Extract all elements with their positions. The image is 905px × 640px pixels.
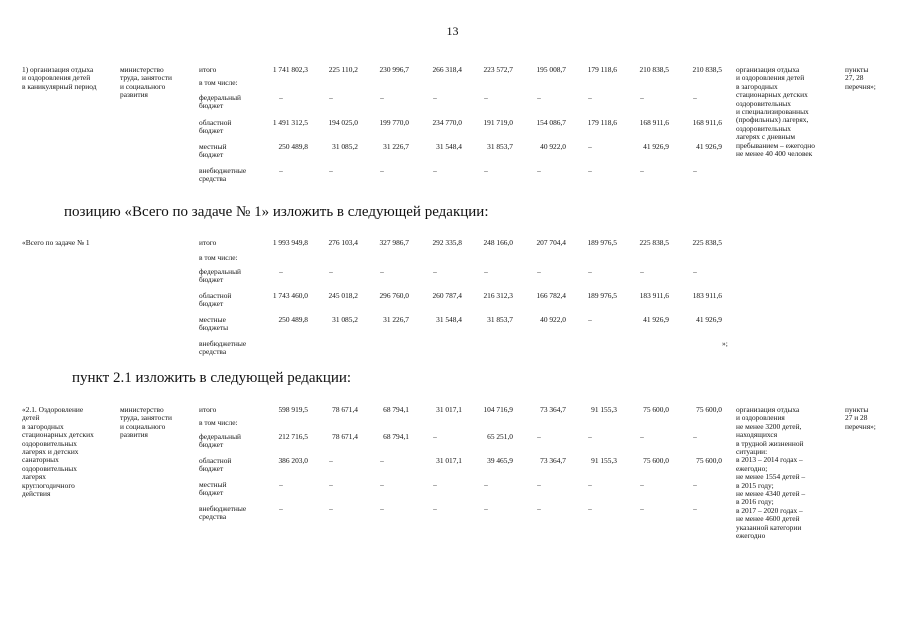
row-label: итого [199,405,217,414]
table-cell: – [484,504,488,513]
table-cell: 75 600,0 [643,405,669,414]
table-cell: 73 364,7 [540,405,566,414]
result-text: ситуации: [736,447,768,456]
table-cell: 179 118,6 [587,118,617,127]
points-ref: 27 и 28 [845,413,868,423]
result-text: стационарных детских [736,90,808,100]
executor-name: и социального [120,421,166,431]
task-name: «Всего по задаче № 1 [22,238,90,247]
table-cell: – [537,93,541,102]
table-cell: 31 226,7 [383,315,409,324]
table-cell: – [537,267,541,276]
table-cell: 104 716,9 [483,405,513,414]
table-cell: 195 008,7 [536,65,566,74]
row-label: федеральный [199,93,241,102]
table-cell: 75 600,0 [696,456,722,465]
result-text: организация отдыха [736,65,800,74]
table-cell: – [433,432,437,441]
table-cell: 166 782,4 [536,291,566,300]
table-cell: 1 993 949,8 [272,238,308,247]
table-cell: 31 226,7 [383,142,409,151]
row-label: областной [199,118,232,127]
heading-total-task-1: позицию «Всего по задаче № 1» изложить в следующей редакции: [64,204,489,220]
table-cell: 68 794,1 [383,405,409,414]
table-cell: 41 926,9 [643,142,669,151]
table-cell: – [484,166,488,175]
table-cell: – [484,267,488,276]
row-label: внебюджетные [199,166,247,175]
table-cell: – [640,504,644,513]
table-cell: 168 911,6 [692,118,722,127]
row-label: местные [199,315,226,324]
table-cell: – [640,480,644,489]
table-cell: 266 318,4 [432,65,462,74]
table-cell: 189 976,5 [587,238,617,247]
table-cell: 1 741 802,3 [272,65,308,74]
task-name: санаторных [22,455,59,465]
row-label: местный [199,142,227,151]
table-cell: – [693,480,697,489]
row-label: внебюджетные [199,504,247,513]
table-cell: – [640,93,644,102]
table-cell: 183 911,6 [639,291,669,300]
task-name: 1) организация отдыха [22,65,94,74]
table-cell: – [484,480,488,489]
row-label: средства [199,347,227,357]
row-label: в том числе: [199,78,238,87]
table-cell: – [588,267,592,276]
table-cell: – [329,166,333,175]
table-cell: 225 838,5 [692,238,722,247]
row-label: средства [199,512,227,522]
result-text: и оздоровления детей [736,73,805,83]
table-cell: – [640,166,644,175]
table-cell: 250 489,8 [278,142,308,151]
table-cell: 75 600,0 [696,405,722,414]
table-cell: – [484,93,488,102]
row-label: бюджет [199,440,224,450]
table-cell: 260 787,4 [432,291,462,300]
task-name: лагерях [22,472,46,482]
table-cell: – [329,504,333,513]
task-name: оздоровительных [22,463,77,473]
table-cell: – [329,267,333,276]
result-text: в 2016 году; [736,497,774,507]
result-text: не менее 3200 детей, [736,421,802,431]
result-text: не менее 4340 детей – [736,489,806,498]
table-cell: 292 335,8 [432,238,462,247]
table-cell: – [380,166,384,175]
table-cell: – [380,456,384,465]
table-cell: 31 548,4 [436,142,462,151]
table-cell: 223 572,7 [483,65,513,74]
table-cell: 191 719,0 [483,118,513,127]
table-cell: 1 491 312,5 [272,118,308,127]
table-cell: 199 770,0 [379,118,409,127]
table-cell: 296 760,0 [379,291,409,300]
result-text: в 2015 году; [736,480,774,490]
table-cell: – [380,480,384,489]
table-cell: 40 922,0 [540,315,566,324]
table-cell: 41 926,9 [696,142,722,151]
table-cell: 230 996,7 [379,65,409,74]
table-cell: 225 838,5 [639,238,669,247]
table-cell: 189 976,5 [587,291,617,300]
row-label: бюджет [199,101,224,111]
table-cell: 41 926,9 [696,315,722,324]
row-label: областной [199,456,232,465]
row-label: бюджет [199,126,224,136]
table-cell: 31 085,2 [332,142,358,151]
table-cell: 68 794,1 [383,432,409,441]
points-ref: пункты [845,65,869,74]
result-text: оздоровительных [736,123,791,133]
executor-name: труда, занятости [120,73,172,83]
table-cell: – [693,432,697,441]
closing-quote: »; [722,339,728,348]
table-cell: 327 986,7 [379,238,409,247]
table-cell: 210 838,5 [639,65,669,74]
table-cell: 91 155,3 [591,405,617,414]
row-label: бюджет [199,488,224,498]
table-cell: – [279,166,283,175]
task-name: круглогодичного [22,480,75,490]
table-cell: 41 926,9 [643,315,669,324]
table-cell: – [588,480,592,489]
table-cell: – [640,267,644,276]
table-cell: – [640,432,644,441]
table-cell: – [693,93,697,102]
row-label: бюджет [199,275,224,285]
result-text: и оздоровления [736,413,785,423]
result-text: в 2013 – 2014 годах – [736,455,803,465]
table-cell: 248 166,0 [483,238,513,247]
table-cell: – [537,166,541,175]
result-text: ежегодно [736,531,766,540]
table-cell: – [588,166,592,175]
task-name: действия [22,489,51,498]
result-text: (профильных) лагерях, [736,115,809,125]
heading-point-2-1: пункт 2.1 изложить в следующей редакции: [72,370,352,386]
row-label: местный [199,480,227,489]
row-label: в том числе: [199,253,238,262]
table-cell: 78 671,4 [332,432,358,441]
executor-name: развития [120,430,148,440]
table-cell: – [433,166,437,175]
table-cell: 39 465,9 [487,456,513,465]
table-cell: – [329,480,333,489]
table-cell: – [588,432,592,441]
task-name: в загородных [22,421,64,431]
row-label: бюджет [199,464,224,474]
result-text: не менее 40 400 человек [736,149,813,158]
result-text: находящихся [736,430,778,440]
points-ref: перечня»; [845,81,876,91]
table-cell: 194 025,0 [328,118,358,127]
table-cell: – [588,315,592,324]
table-cell: 1 743 460,0 [272,291,308,300]
result-text: не менее 1554 детей – [736,472,806,482]
table-cell: – [380,93,384,102]
result-text: организация отдыха [736,405,800,414]
table-cell: – [693,504,697,513]
task-name: «2.1. Оздоровление [22,405,84,414]
table-cell: – [433,504,437,513]
table-cell: 216 312,3 [483,291,513,300]
table-cell: 250 489,8 [278,315,308,324]
executor-name: развития [120,90,148,100]
row-label: областной [199,291,232,300]
table-cell: 168 911,6 [639,118,669,127]
table-cell: 386 203,0 [278,456,308,465]
result-text: в 2017 – 2020 годах – [736,505,803,515]
table-cell: 31 853,7 [487,142,513,151]
row-label: федеральный [199,432,241,441]
table-cell: – [693,166,697,175]
page-number: 13 [446,24,459,38]
table-cell: 183 911,6 [692,291,722,300]
task-name: оздоровительных [22,438,77,448]
task-name: и оздоровления детей [22,73,91,83]
table-cell: – [588,142,592,151]
row-label: итого [199,65,217,74]
result-text: в трудной жизненной [736,438,804,448]
result-text: оздоровительных [736,98,791,108]
row-label: в том числе: [199,418,238,427]
table-cell: 245 018,2 [328,291,358,300]
task-name: лагерях и детских [22,447,79,456]
result-text: пребыванием – ежегодно [736,140,815,150]
executor-name: труда, занятости [120,413,172,423]
row-label: средства [199,174,227,184]
table-cell: 73 364,7 [540,456,566,465]
row-label: бюджеты [199,323,229,333]
table-cell: 225 110,2 [328,65,358,74]
table-cell: – [433,93,437,102]
points-ref: 27, 28 [845,73,864,83]
result-text: ежегодно; [736,463,768,473]
table-cell: 31 853,7 [487,315,513,324]
table-cell: – [279,267,283,276]
table-cell: 179 118,6 [587,65,617,74]
table-cell: – [588,93,592,102]
table-cell: – [693,267,697,276]
task-name: детей [22,413,40,423]
table-cell: – [329,93,333,102]
table-cell: 75 600,0 [643,456,669,465]
result-text: в загородных [736,81,778,91]
result-text: указанной категории [736,522,802,532]
executor-name: министерство [120,405,164,414]
table-cell: – [433,480,437,489]
table-cell: – [279,480,283,489]
result-text: не менее 4600 детей [736,514,800,524]
table-cell: – [537,432,541,441]
table-cell: – [537,504,541,513]
table-cell: – [329,456,333,465]
table-cell: – [279,93,283,102]
row-label: внебюджетные [199,339,247,348]
table-cell: 65 251,0 [487,432,513,441]
task-name: стационарных детских [22,430,94,440]
table-cell: 40 922,0 [540,142,566,151]
table-cell: 31 017,1 [436,456,462,465]
table-cell: 31 085,2 [332,315,358,324]
table-cell: 91 155,3 [591,456,617,465]
points-ref: пункты [845,405,869,414]
table-cell: – [537,480,541,489]
table-cell: – [380,504,384,513]
table-cell: 212 716,5 [278,432,308,441]
table-cell: – [380,267,384,276]
table-cell: 154 086,7 [536,118,566,127]
task-name: в каникулярный период [22,81,97,91]
result-text: лагерях с дневным [736,132,796,142]
table-cell: 234 770,0 [432,118,462,127]
points-ref: перечня»; [845,421,876,431]
table-cell: – [433,267,437,276]
executor-name: министерство [120,65,164,74]
table-cell: 31 548,4 [436,315,462,324]
table-cell: 276 103,4 [328,238,358,247]
table-cell: 31 017,1 [436,405,462,414]
table-cell: 210 838,5 [692,65,722,74]
row-label: бюджет [199,299,224,309]
result-text: и специализированных [736,107,809,116]
row-label: итого [199,238,217,247]
row-label: федеральный [199,267,241,276]
table-cell: – [588,504,592,513]
table-cell: 207 704,4 [536,238,566,247]
executor-name: и социального [120,81,166,91]
table-cell: 78 671,4 [332,405,358,414]
table-cell: 598 919,5 [278,405,308,414]
table-cell: – [279,504,283,513]
row-label: бюджет [199,150,224,160]
